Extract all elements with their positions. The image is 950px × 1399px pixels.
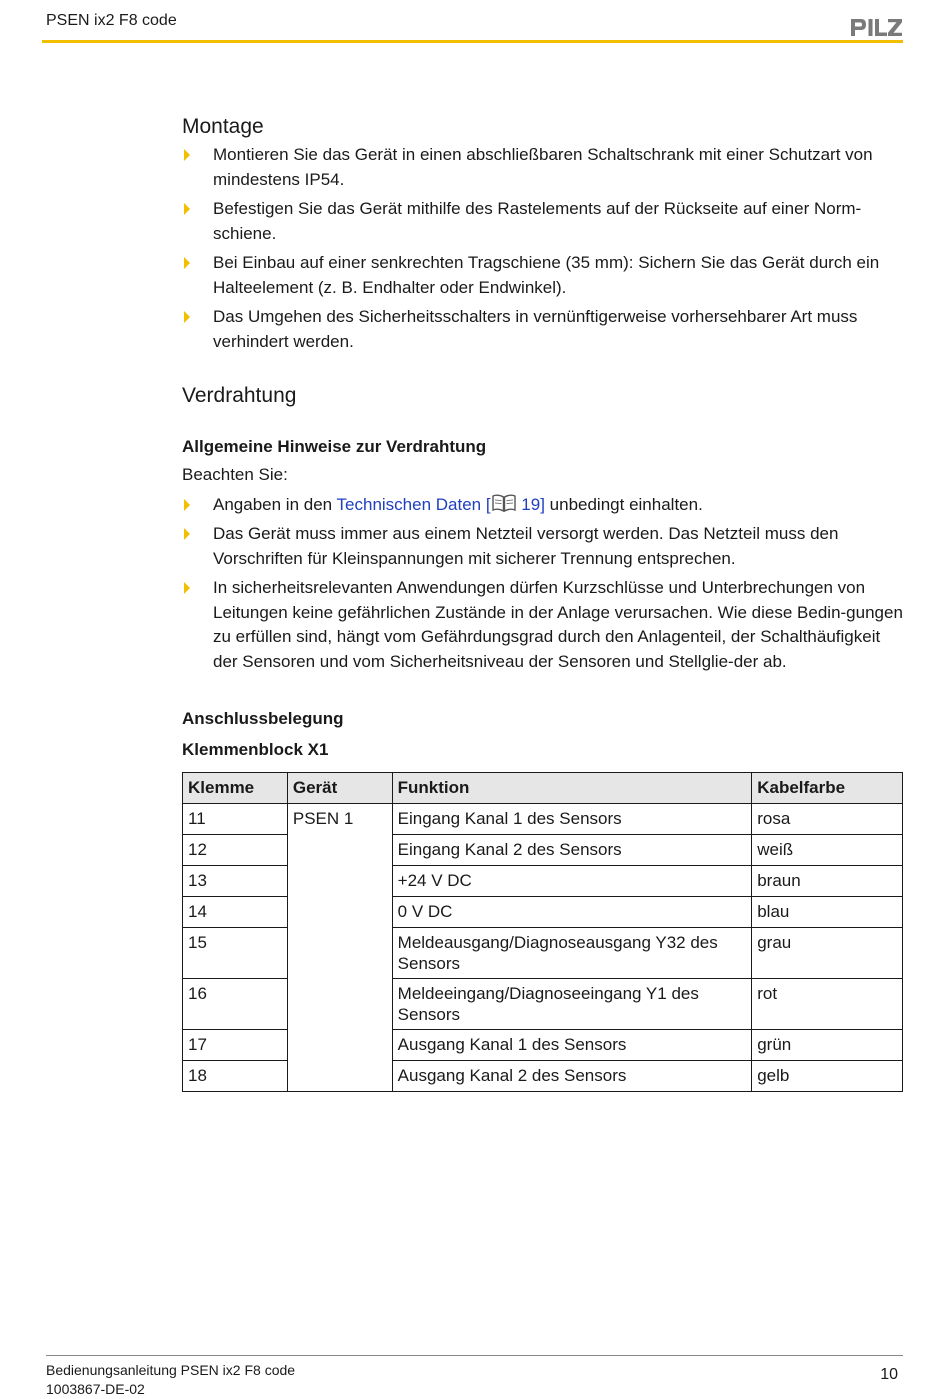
- cell-funktion: Ausgang Kanal 1 des Sensors: [392, 1030, 752, 1061]
- cell-geraet: PSEN 1: [287, 804, 392, 1092]
- cell-kabelfarbe: gelb: [752, 1061, 903, 1092]
- table-row: [183, 804, 903, 835]
- book-icon: [491, 493, 517, 513]
- cell-klemme: 16: [183, 979, 288, 1030]
- page-number: 10: [880, 1366, 898, 1383]
- cell-klemme: 11: [183, 804, 288, 835]
- cell-funktion: Meldeeingang/Diagnoseeingang Y1 des Sensors: [392, 979, 752, 1030]
- cell-kabelfarbe: rot: [752, 979, 903, 1030]
- cell-funktion: +24 V DC: [392, 866, 752, 897]
- footer-manual-title: Bedienungsanleitung PSEN ix2 F8 code: [46, 1362, 296, 1378]
- montage-list: [182, 143, 903, 354]
- cell-kabelfarbe: weiß: [752, 835, 903, 866]
- subheading-klemmenblock: Klemmenblock X1: [182, 740, 329, 759]
- footer-doc-number: 1003867-DE-02: [46, 1381, 145, 1397]
- column-header: Kabelfarbe: [752, 773, 903, 804]
- list-item: Befestigen Sie das Gerät mithilfe des Rastelements auf der Rückseite auf einer Norm-schiene.: [182, 197, 903, 246]
- header-rule: [42, 40, 903, 43]
- cell-kabelfarbe: braun: [752, 866, 903, 897]
- bullet-arrow-icon: [184, 528, 190, 540]
- technical-data-link[interactable]: Technischen Daten [ 19]: [336, 494, 545, 514]
- cell-klemme: 18: [183, 1061, 288, 1092]
- list-item: Montieren Sie das Gerät in einen abschließbaren Schaltschrank mit einer Schutzart von mindestens IP54.: [182, 143, 903, 192]
- bullet-arrow-icon: [184, 499, 190, 511]
- cell-funktion: Eingang Kanal 1 des Sensors: [392, 804, 752, 835]
- page-footer: [46, 1361, 295, 1399]
- column-header: Gerät: [287, 773, 392, 804]
- list-item: In sicherheitsrelevanten Anwendungen dürfen Kurzschlüsse und Unterbrechungen von Leitungen keine gefährlichen Zustände in der Anlage verursachen. Wie diese Bedin-gungen zu erfüllen sind, hängt vom Gefährdungsgrad durch den Anlagenteil, der Schalthäufigkeit der Sensoren und vom Sicherheitsniveau der Sensoren und Stellglie-der ab.: [182, 576, 903, 674]
- main-content: [182, 115, 903, 1092]
- list-item: Das Gerät muss immer aus einem Netzteil versorgt werden. Das Netzteil muss den Vorschriften für Kleinspannungen mit sicherer Trennung entsprechen.: [182, 522, 903, 571]
- bullet-arrow-icon: [184, 311, 190, 323]
- bullet-arrow-icon: [184, 582, 190, 594]
- cell-kabelfarbe: grau: [752, 928, 903, 979]
- cell-klemme: 14: [183, 897, 288, 928]
- bullet-arrow-icon: [184, 203, 190, 215]
- bullet-arrow-icon: [184, 149, 190, 161]
- cell-klemme: 13: [183, 866, 288, 897]
- intro-text: Beachten Sie:: [182, 465, 288, 484]
- section-heading-verdrahtung: Verdrahtung: [182, 384, 297, 407]
- cell-funktion: 0 V DC: [392, 897, 752, 928]
- cell-funktion: Eingang Kanal 2 des Sensors: [392, 835, 752, 866]
- cell-klemme: 15: [183, 928, 288, 979]
- verdrahtung-list: [182, 493, 903, 675]
- section-heading-montage: Montage: [182, 115, 264, 138]
- cell-funktion: Meldeausgang/Diagnoseausgang Y32 des Sensors: [392, 928, 752, 979]
- cell-klemme: 17: [183, 1030, 288, 1061]
- cell-kabelfarbe: grün: [752, 1030, 903, 1061]
- bullet-arrow-icon: [184, 257, 190, 269]
- subheading-hinweise: Allgemeine Hinweise zur Verdrahtung: [182, 437, 487, 456]
- subheading-anschlussbelegung: Anschlussbelegung: [182, 709, 344, 728]
- cell-klemme: 12: [183, 835, 288, 866]
- table-header-row: [183, 773, 903, 804]
- cell-kabelfarbe: blau: [752, 897, 903, 928]
- column-header: Funktion: [392, 773, 752, 804]
- column-header: Klemme: [183, 773, 288, 804]
- list-item: Bei Einbau auf einer senkrechten Tragschiene (35 mm): Sichern Sie das Gerät durch ein Halteelement (z. B. Endhalter oder Endwinkel).: [182, 251, 903, 300]
- pilz-logo: [849, 16, 903, 38]
- terminal-table: [182, 772, 903, 1092]
- footer-rule: [46, 1355, 903, 1356]
- list-item: Angaben in den Technischen Daten [ 19] unbedingt einhalten.: [182, 493, 903, 518]
- page-header: [46, 10, 903, 44]
- cell-kabelfarbe: rosa: [752, 804, 903, 835]
- cell-funktion: Ausgang Kanal 2 des Sensors: [392, 1061, 752, 1092]
- list-item: Das Umgehen des Sicherheitsschalters in vernünftigerweise vorhersehbarer Art muss verhindert werden.: [182, 305, 903, 354]
- document-title: PSEN ix2 F8 code: [46, 12, 177, 29]
